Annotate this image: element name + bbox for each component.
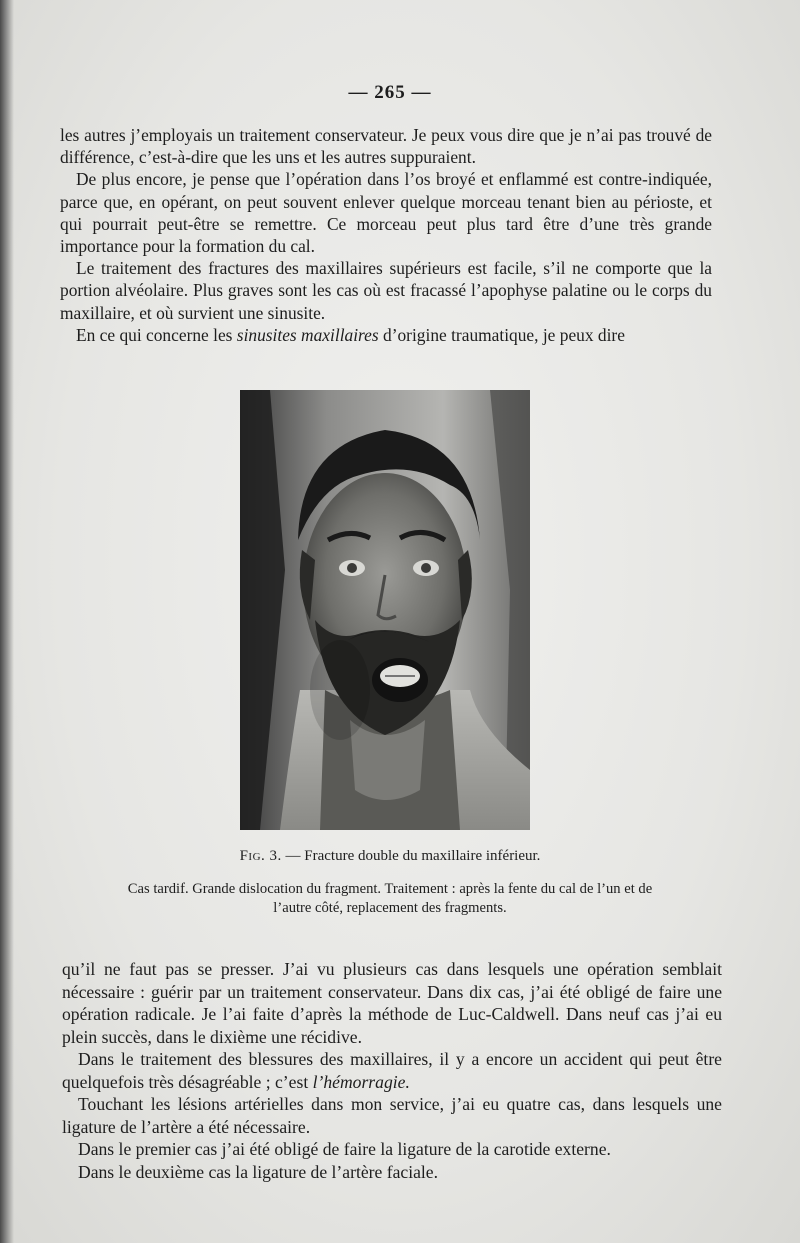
paragraph: Dans le deuxième cas la ligature de l’artère faciale. xyxy=(78,1161,438,1182)
paragraph xyxy=(60,324,712,346)
paragraph: Le traitement des fractures des maxillaires supérieurs est facile, s’il ne comporte que la portion alvéolaire. Plus graves sont les cas où est fracassé l’apophyse palatine ou le corps du maxillaire, et où survient une sinusite. xyxy=(60,258,712,323)
text-run: En ce qui concerne les xyxy=(76,324,237,345)
text-run: d’origine traumatique, je peux dire xyxy=(378,324,625,345)
caption-line: l’autre côté, replacement des fragments. xyxy=(273,900,507,916)
figure-title-text: — Fracture double du maxillaire inférieur. xyxy=(281,848,541,864)
caption-line: Cas tardif. Grande dislocation du fragment. Traitement : après la fente du cal de l’un et de xyxy=(127,881,653,897)
text-run: Dans le traitement des blessures des maxillaires, il y a encore un accident qui peut être quelquefois très désagréable ; c’est xyxy=(62,1049,722,1092)
top-text-block xyxy=(60,124,712,346)
paragraph: Touchant les lésions artérielles dans mon service, j’ai eu quatre cas, dans lesquels une ligature de l’artère a été nécessaire. xyxy=(62,1094,722,1137)
paragraph: De plus encore, je pense que l’opération dans l’os broyé et enflammé est contre-indiquée, parce que, en opérant, on peut souvent enlever quelque morceau tenant bien au périoste, et qui pourrait peut-être se remettre. Ce morceau peut plus tard être d’une très grande importance pour la formation du cal. xyxy=(60,169,712,257)
patient-photograph xyxy=(240,390,530,830)
paragraph xyxy=(62,1048,722,1093)
italic-term: sinusites maxillaires xyxy=(236,324,379,345)
figure-title xyxy=(0,848,780,865)
paragraph: les autres j’employais un traitement conservateur. Je peux vous dire que je n’ai pas trouvé de différence, c’est-à-dire que les uns et les autres suppuraient. xyxy=(60,125,712,168)
page-number: — 265 — xyxy=(348,82,432,103)
paragraph: Dans le premier cas j’ai été obligé de faire la ligature de la carotide externe. xyxy=(78,1139,611,1159)
figure-caption xyxy=(60,880,720,918)
bottom-text-block xyxy=(62,958,722,1183)
italic-term: l’hémorragie. xyxy=(312,1071,410,1092)
paragraph: qu’il ne faut pas se presser. J’ai vu plusieurs cas dans lesquels une opération semblait nécessaire : guérir par un traitement conservateur. Dans dix cas, j’ai été obligé de faire une opération radicale. Je l’ai faite d’après la méthode de Luc-Caldwell. Dans neuf cas j’ai eu plein succès, dans le dixième une récidive. xyxy=(62,959,722,1047)
figure-label: Fig. 3. xyxy=(239,848,282,864)
